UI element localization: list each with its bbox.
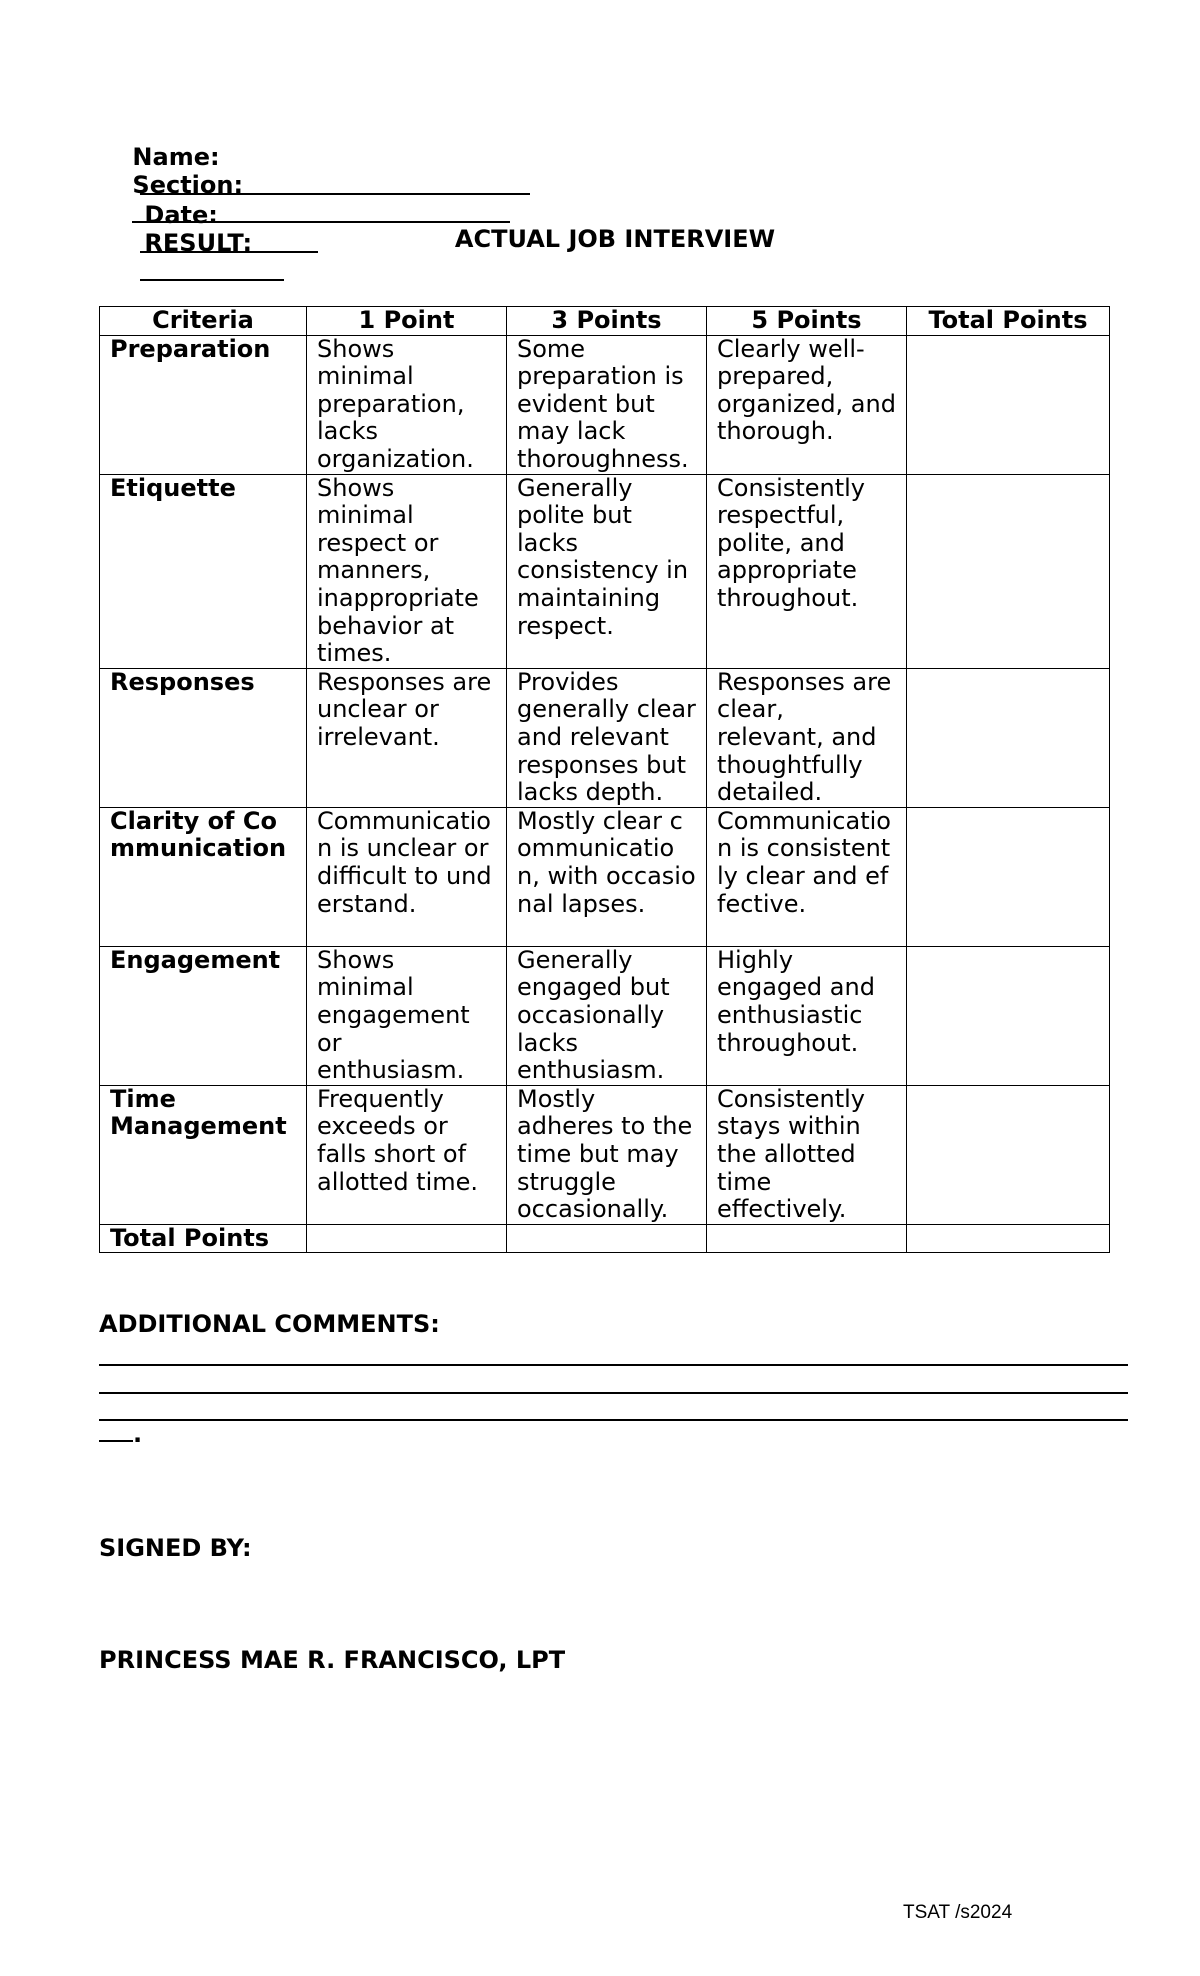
five-points-cell: Highly engaged and enthusiastic throughout. xyxy=(707,946,907,1085)
footer-code: TSAT /s2024 xyxy=(903,1902,1013,1923)
criteria-cell: Etiquette xyxy=(100,474,307,668)
comment-line[interactable] xyxy=(99,1419,1128,1421)
column-header: Total Points xyxy=(907,307,1110,336)
criteria-cell: Preparation xyxy=(100,335,307,474)
signatory-name: PRINCESS MAE R. FRANCISCO, LPT xyxy=(99,1646,566,1674)
document-title: ACTUAL JOB INTERVIEW xyxy=(454,225,776,253)
five-points-cell: Communication is consistently clear and effective. xyxy=(707,807,907,946)
section-blank[interactable] xyxy=(132,199,510,223)
three-points-cell: Generally polite but lacks consistency in maintaining respect. xyxy=(507,474,707,668)
five-points-cell: Clearly well-prepared, organized, and thorough. xyxy=(707,335,907,474)
total-points-cell[interactable] xyxy=(907,474,1110,668)
comment-line[interactable] xyxy=(99,1392,1128,1394)
three-points-cell: Some preparation is evident but may lack thoroughness. xyxy=(507,335,707,474)
column-header: 1 Point xyxy=(307,307,507,336)
three-points-cell: Mostly clear communication, with occasional lapses. xyxy=(507,807,707,946)
comment-end-line xyxy=(99,1418,142,1448)
table-row xyxy=(100,335,1110,474)
three-points-cell: Mostly adheres to the time but may struggle occasionally. xyxy=(507,1085,707,1224)
total-three-points-cell[interactable] xyxy=(507,1224,707,1253)
one-point-cell: Shows minimal preparation, lacks organization. xyxy=(307,335,507,474)
total-points-cell[interactable] xyxy=(907,668,1110,807)
column-header: 5 Points xyxy=(707,307,907,336)
one-point-cell: Frequently exceeds or falls short of allotted time. xyxy=(307,1085,507,1224)
total-points-cell[interactable] xyxy=(907,807,1110,946)
one-point-cell: Communication is unclear or difficult to understand. xyxy=(307,807,507,946)
criteria-cell: Clarity of Communication xyxy=(100,807,307,946)
criteria-cell: Time Management xyxy=(100,1085,307,1224)
comment-end-mark: . xyxy=(133,1420,143,1448)
column-header: 3 Points xyxy=(507,307,707,336)
total-points-cell[interactable] xyxy=(907,1085,1110,1224)
table-header-row xyxy=(100,307,1110,336)
rubric-table xyxy=(99,306,1110,1253)
five-points-cell: Consistently stays within the allotted time effectively. xyxy=(707,1085,907,1224)
column-header: Criteria xyxy=(100,307,307,336)
result-label: RESULT: xyxy=(144,229,253,257)
five-points-cell: Consistently respectful, polite, and appropriate throughout. xyxy=(707,474,907,668)
criteria-cell: Responses xyxy=(100,668,307,807)
one-point-cell: Shows minimal respect or manners, inappropriate behavior at times. xyxy=(307,474,507,668)
total-points-cell[interactable] xyxy=(907,335,1110,474)
three-points-cell: Provides generally clear and relevant responses but lacks depth. xyxy=(507,668,707,807)
five-points-cell: Responses are clear, relevant, and thoughtfully detailed. xyxy=(707,668,907,807)
table-row xyxy=(100,807,1110,946)
date-label: Date: xyxy=(144,201,218,229)
total-points-label: Total Points xyxy=(100,1224,307,1253)
total-one-point-cell[interactable] xyxy=(307,1224,507,1253)
table-row xyxy=(100,946,1110,1085)
criteria-cell: Engagement xyxy=(100,946,307,1085)
name-label: Name: xyxy=(132,143,220,171)
total-five-points-cell[interactable] xyxy=(707,1224,907,1253)
additional-comments-label: ADDITIONAL COMMENTS: xyxy=(99,1310,440,1338)
comment-short-blank[interactable] xyxy=(99,1418,133,1442)
three-points-cell: Generally engaged but occasionally lacks enthusiasm. xyxy=(507,946,707,1085)
result-blank[interactable] xyxy=(140,257,284,281)
one-point-cell: Shows minimal engagement or enthusiasm. xyxy=(307,946,507,1085)
total-points-row xyxy=(100,1224,1110,1253)
section-label: Section: xyxy=(132,171,244,199)
table-row xyxy=(100,1085,1110,1224)
total-points-cell[interactable] xyxy=(907,946,1110,1085)
table-row xyxy=(100,474,1110,668)
signed-by-label: SIGNED BY: xyxy=(99,1534,252,1562)
table-row xyxy=(100,668,1110,807)
grand-total-cell[interactable] xyxy=(907,1224,1110,1253)
one-point-cell: Responses are unclear or irrelevant. xyxy=(307,668,507,807)
comment-line[interactable] xyxy=(99,1364,1128,1366)
